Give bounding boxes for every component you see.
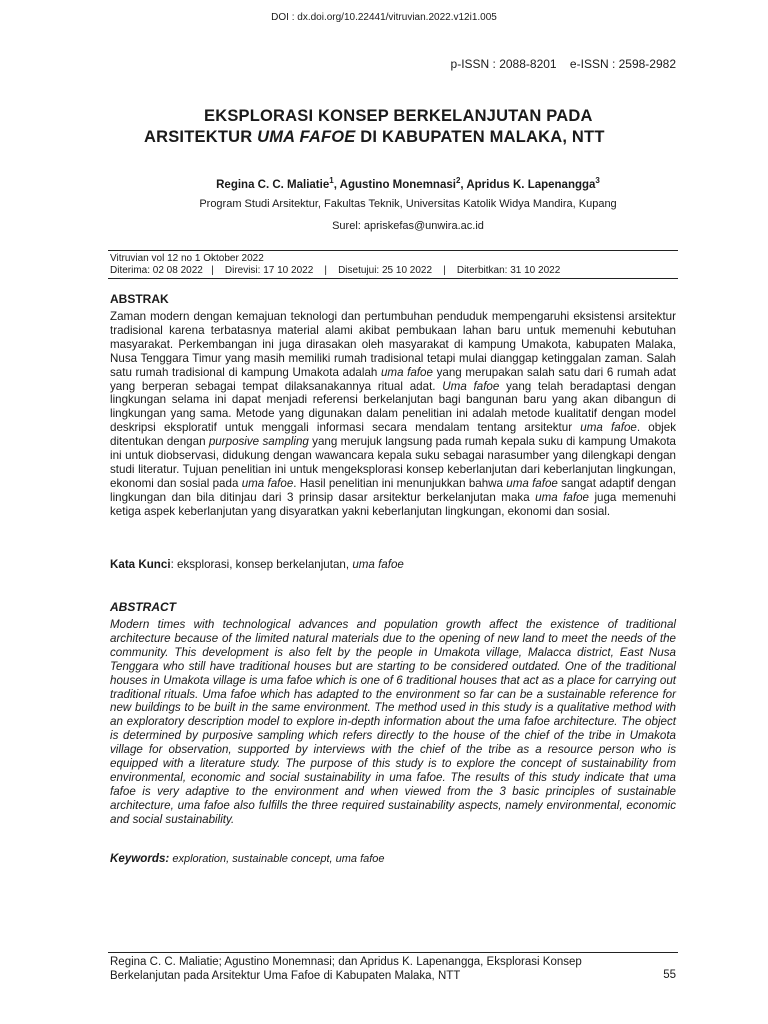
footer-line-2: Berkelanjutan pada Arsitektur Uma Fafoe di Kabupaten Malaka, NTT [110,970,461,982]
title-line-2-italic: UMA FAFOE [257,128,356,146]
footer-citation [110,955,676,983]
abstrak-part-8: juga memenuhi ketiga aspek keberlanjutan yang disyaratkan yakni keberlanjutan lingkungan, ekonomi dan sosial. [110,490,676,518]
keywords [110,852,385,865]
meta-bottom-rule [108,278,678,279]
abstrak-part-6: . Hasil penelitian ini menunjukkan bahwa [293,476,507,490]
email: Surel: apriskefas@unwira.ac.id [332,220,484,232]
abstract-heading: ABSTRACT [110,600,176,614]
paper-title [108,106,668,148]
title-line-2-suffix: DI KABUPATEN MALAKA, NTT [355,128,605,146]
abstract-body: Modern times with technological advances and population growth affect the existence of traditional architecture because of the limited natural materials due to the opening of new land to meet the needs of the community. This development is also felt by the people in Umakota village, Malacca district, East Nusa Tenggara who still have traditional houses but are starting to be considered outdated. One of the traditional houses in Umakota village is uma fafoe which is one of 6 traditional houses that act as a place for carrying out traditional rituals. Uma fafoe which has adapted to the environment so far can be a sustainable reference for new buildings to be built in the same environment. The method used in this study is a qualitative method with an exploratory description model to explore in-depth information about the uma fafoe architecture. The object is determined by purposive sampling which refers directly to the house of the chief of the tribe in Umakota village for observation, supported by interviews with the chief of the tribe as a resource person who is equipped with a literature study. The purpose of this study is to explore the concept of sustainability from environmental, economic and social sustainability in uma fafoe. The results of this study indicate that uma fafoe is very adaptive to the environment and when viewed from the 3 basic principles of sustainable architecture, uma fafoe also fulfills the three required sustainability aspects, namely environmental, economic and social sustainability. [110,618,676,826]
issn-line: p-ISSN : 2088-8201 e-ISSN : 2598-2982 [450,57,676,71]
abstrak-italic-2: Uma fafoe [442,379,500,393]
author-3: , Apridus K. Lapenangga [460,178,596,191]
abstrak-part-4: . objek ditentukan dengan [110,421,676,449]
kata-kunci-label: Kata Kunci [110,558,171,571]
author-1: Regina C. C. Maliatie [216,178,330,191]
footer-line-1: Regina C. C. Maliatie; Agustino Monemnasi; dan Apridus K. Lapenangga, Eksplorasi Konsep [110,956,582,968]
abstrak-heading: ABSTRAK [110,292,169,306]
abstrak-italic-3: uma fafoe [580,421,637,435]
meta-top-rule [108,250,678,251]
abstrak-italic-5: uma fafoe [241,476,294,490]
author-list [0,176,768,191]
abstrak-part-1: Zaman modern dengan kemajuan teknologi dan pertumbuhan penduduk mempengaruhi eksistensi arsitektur tradisional karena terbatasnya material alami akibat pembukaan lahan baru untuk memenuhi kebutuhan masyarakat. Perkembangan ini juga dirasakan oleh masyarakat di kampung Umakota, kabupaten Malaka, Nusa Tenggara Timur yang masih memiliki rumah tradisional tetapi mulai dianggap ketinggalan zaman. Salah satu rumah tradisional di kampung Umakota adalah [110,310,676,379]
keywords-label: Keywords: [110,852,170,865]
abstrak-body [110,310,676,519]
kata-kunci-text: : eksplorasi, konsep berkelanjutan, [170,558,353,571]
author-2: , Agustino Monemnasi [333,178,456,191]
title-line-2 [108,127,668,148]
abstrak-italic-1: uma fafoe [380,365,433,379]
abstrak-italic-4: purposive sampling [208,435,309,449]
doi-line: DOI : dx.doi.org/10.22441/vitruvian.2022.v12i1.005 [271,12,497,23]
dates-info: Diterima: 02 08 2022 | Direvisi: 17 10 2022 | Disetujui: 25 10 2022 | Diterbitkan: 31 10 2022 [110,265,561,276]
keywords-text: exploration, sustainable concept, uma fafoe [169,853,385,865]
affiliation: Program Studi Arsitektur, Fakultas Teknik, Universitas Katolik Widya Mandira, Kupang [199,198,617,210]
kata-kunci [110,558,404,571]
abstrak-part-2: yang merupakan salah satu dari 6 rumah adat yang berperan sebagai tempat dilaksanakannya ritual adat. [110,365,677,393]
abstrak-italic-6: uma fafoe [506,476,558,490]
title-line-1: EKSPLORASI KONSEP BERKELANJUTAN PADA [204,107,593,125]
abstrak-italic-7: uma fafoe [535,490,589,504]
abstrak-part-5: yang merujuk langsung pada rumah kepala suku di kampung Umakota ini untuk diobservasi, didukung dengan wawancara kepala suku sebagai narasumber yang dilengkapi dengan studi literatur. Tujuan penelitian ini untuk mengeksplorasi konsep keberlanjutan dari keberlanjutan lingkungan, ekonomi dan sosial pada [110,435,676,490]
author-1-sup: 1 [329,176,334,185]
kata-kunci-italic: uma fafoe [352,558,404,571]
footer-rule [108,952,678,953]
abstrak-part-3: yang telah beradaptasi dengan lingkungan selama ini dapat menjadi referensi berkelanjutan bagi bangunan baru yang akan dibangun di lingkungan yang sama. Metode yang digunakan dalam penelitian ini adalah metode kualitatif dengan model deskripsi eksploratif untuk menggali informasi secara mendalam tentang arsitektur [110,379,676,435]
author-2-sup: 2 [455,176,461,185]
author-3-sup: 3 [595,176,600,185]
volume-info: Vitruvian vol 12 no 1 Oktober 2022 [110,253,264,264]
title-line-2-prefix: ARSITEKTUR [144,128,258,146]
abstrak-part-7: sangat adaptif dengan lingkungan dan bila ditinjau dari 3 prinsip dasar arsitektur berkelanjutan maka [110,476,676,504]
page-number: 55 [663,969,676,981]
